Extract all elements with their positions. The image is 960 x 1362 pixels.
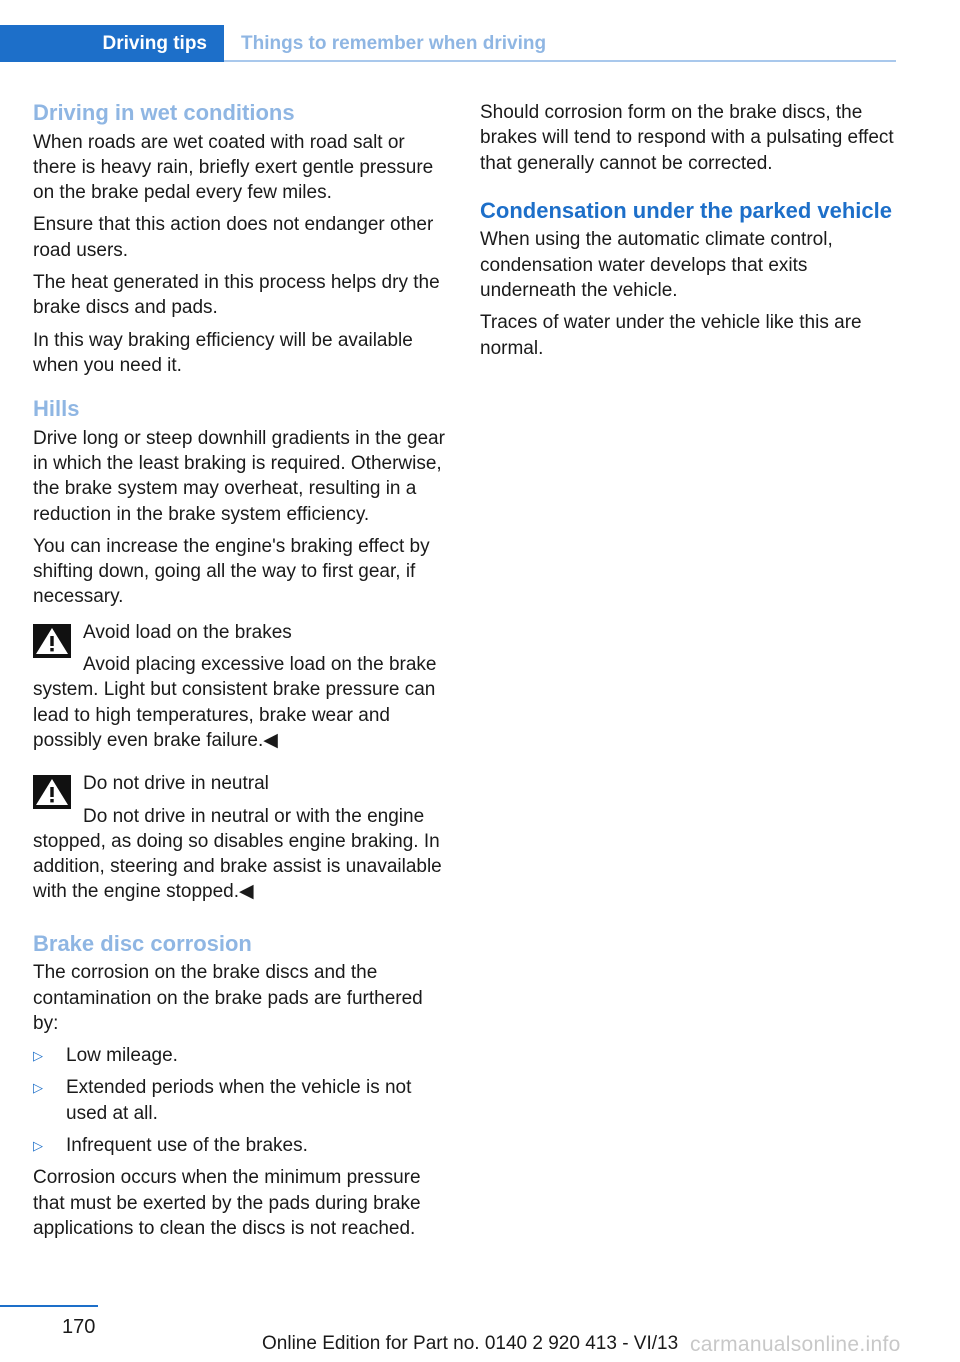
list-item	[33, 1075, 449, 1126]
triangle-bullet-icon: ▷	[33, 1048, 43, 1064]
warning-title: Do not drive in neutral	[83, 773, 269, 795]
section-condensation	[480, 198, 896, 361]
paragraph: When roads are wet coated with road salt or there is heavy rain, briefly exert gentle pressure on the brake pedal every few miles.	[33, 131, 434, 204]
warning-triangle-icon	[33, 624, 71, 658]
right-column	[480, 100, 896, 379]
footer-divider	[0, 1305, 98, 1307]
watermark: carmanualsonline.info	[690, 1333, 901, 1356]
warning-neutral	[33, 771, 449, 904]
paragraph: You can increase the engine's braking effect by shifting down, going all the way to first gear, if necessary.	[33, 535, 430, 608]
page-number: 170	[62, 1316, 96, 1338]
warning-avoid-load	[33, 620, 449, 753]
heading-condensation: Condensation under the parked vehicle	[480, 197, 892, 223]
triangle-bullet-icon: ▷	[33, 1080, 43, 1096]
left-column	[33, 100, 449, 1259]
paragraph: The corrosion on the brake discs and the contamination on the brake pads are furthered by:	[33, 962, 423, 1034]
paragraph: Ensure that this action does not endanger other road users.	[33, 214, 434, 261]
section-wet-conditions	[33, 100, 449, 378]
bullet-list	[33, 1043, 449, 1158]
paragraph: The heat generated in this process helps dry the brake discs and pads.	[33, 271, 440, 319]
heading-brake-disc-corrosion: Brake disc corrosion	[33, 930, 252, 956]
paragraph: Traces of water under the vehicle like this are normal.	[480, 312, 862, 359]
section-hills	[33, 396, 449, 610]
paragraph: Drive long or steep downhill gradients in the gear in which the least braking is required. Otherwise, the brake system may overheat, resulting in a reduction in the brake system efficiency.	[33, 427, 445, 525]
edition-text: Online Edition for Part no. 0140 2 920 413 - VI/13	[262, 1333, 679, 1354]
list-item-text: Infrequent use of the brakes.	[66, 1135, 308, 1156]
chapter-tab[interactable]: Driving tips	[0, 25, 224, 62]
paragraph: Should corrosion form on the brake discs, the brakes will tend to respond with a pulsating effect that generally cannot be corrected.	[480, 102, 894, 174]
warning-body: Do not drive in neutral or with the engine stopped, as doing so disables engine braking. In addition, steering and brake assist is unavailable with the engine stopped.◀	[33, 805, 442, 903]
triangle-bullet-icon: ▷	[33, 1138, 43, 1153]
section-corrosion-continued	[480, 100, 896, 176]
list-item-text: Extended periods when the vehicle is not used at all.	[66, 1077, 412, 1124]
list-item	[33, 1133, 449, 1158]
heading-wet-conditions: Driving in wet conditions	[33, 100, 295, 125]
page-header	[0, 0, 960, 64]
list-item-text: Low mileage.	[66, 1045, 178, 1067]
heading-hills: Hills	[33, 396, 80, 422]
list-item	[33, 1043, 449, 1068]
paragraph: In this way braking efficiency will be available when you need it.	[33, 329, 413, 376]
header-divider	[224, 60, 896, 62]
warning-body: Avoid placing excessive load on the brake system. Light but consistent brake pressure can lead to high temperatures, brake wear and possibly even brake failure.◀	[33, 654, 437, 751]
warning-triangle-icon	[33, 775, 71, 809]
warning-title: Avoid load on the brakes	[83, 621, 292, 643]
section-tab[interactable]: Things to remember when driving	[241, 32, 547, 54]
paragraph: When using the automatic climate control, condensation water develops that exits underneath the vehicle.	[480, 229, 833, 301]
paragraph: Corrosion occurs when the minimum pressure that must be exerted by the pads during brake applications to clean the discs is not reached.	[33, 1167, 421, 1239]
section-brake-disc-corrosion	[33, 931, 449, 1241]
